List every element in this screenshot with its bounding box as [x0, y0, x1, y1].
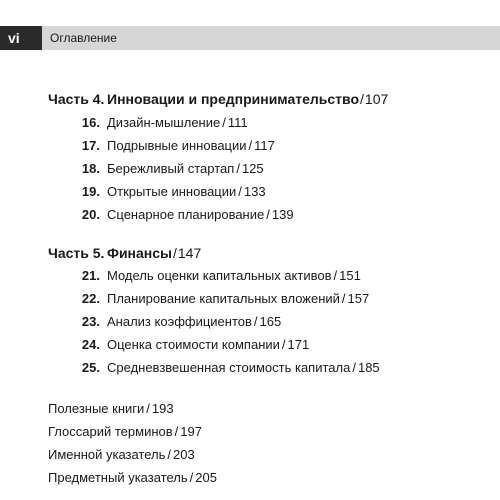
header-bar: [42, 26, 500, 50]
separator: /: [248, 138, 253, 153]
chapter-title: Дизайн-мышление: [107, 115, 221, 130]
chapter-title: Анализ коэффициентов: [107, 314, 252, 329]
chapter-page: 117: [254, 138, 275, 153]
back-matter-page: 193: [151, 401, 174, 416]
back-matter-item[interactable]: [48, 424, 202, 439]
back-matter-title: Именной указатель: [48, 447, 166, 462]
part-title: Финансы: [107, 245, 172, 261]
back-matter-item[interactable]: [48, 470, 217, 485]
chapter-page: 125: [241, 161, 264, 176]
chapter-number: 16.: [81, 115, 100, 130]
back-matter-item[interactable]: [48, 401, 174, 416]
chapter-20[interactable]: [76, 207, 294, 222]
back-matter-title: Полезные книги: [48, 401, 145, 416]
separator: /: [281, 337, 286, 352]
chapter-page: 185: [357, 360, 380, 375]
separator: /: [341, 291, 346, 306]
chapter-title: Планирование капитальных вложений: [107, 291, 340, 306]
chapter-24[interactable]: [76, 337, 309, 352]
separator: /: [167, 447, 172, 462]
separator: /: [146, 401, 150, 416]
part-label: Часть 5.: [48, 245, 105, 261]
chapter-title: Подрывные инновации: [107, 138, 247, 153]
chapter-page: 171: [287, 337, 310, 352]
chapter-title: Оценка стоимости компании: [107, 337, 280, 352]
chapter-number: 19.: [81, 184, 100, 199]
separator: /: [222, 115, 226, 130]
chapter-title: Сценарное планирование: [107, 207, 265, 222]
chapter-17[interactable]: [76, 138, 275, 153]
chapter-number: 24.: [81, 337, 100, 352]
separator: /: [253, 314, 258, 329]
running-header: [0, 26, 500, 50]
separator: /: [173, 245, 177, 261]
chapter-page: 133: [243, 184, 266, 199]
page-number: vi: [0, 26, 42, 50]
chapter-21[interactable]: [76, 268, 361, 283]
part-heading-4[interactable]: [48, 91, 388, 107]
chapter-number: 25.: [81, 360, 100, 375]
chapter-title: Открытые инновации: [107, 184, 237, 199]
back-matter-item[interactable]: [48, 447, 195, 462]
part-page: 147: [177, 245, 202, 261]
chapter-title: Средневзвешенная стоимость капитала: [107, 360, 351, 375]
separator: /: [360, 91, 364, 107]
chapter-page: 151: [339, 268, 361, 283]
chapter-23[interactable]: [76, 314, 281, 329]
back-matter-title: Предметный указатель: [48, 470, 188, 485]
chapter-title: Модель оценки капитальных активов: [107, 268, 332, 283]
back-matter-title: Глоссарий терминов: [48, 424, 173, 439]
chapter-number: 18.: [81, 161, 100, 176]
back-matter-page: 203: [173, 447, 195, 462]
chapter-number: 20.: [81, 207, 100, 222]
part-heading-5[interactable]: [48, 245, 201, 261]
chapter-page: 157: [347, 291, 370, 306]
chapter-number: 23.: [81, 314, 100, 329]
chapter-page: 165: [259, 314, 282, 329]
chapter-number: 17.: [81, 138, 100, 153]
separator: /: [266, 207, 270, 222]
part-label: Часть 4.: [48, 91, 105, 107]
chapter-19[interactable]: [76, 184, 266, 199]
chapter-25[interactable]: [76, 360, 380, 375]
separator: /: [238, 184, 242, 199]
separator: /: [236, 161, 240, 176]
separator: /: [333, 268, 338, 283]
separator: /: [189, 470, 194, 485]
part-title: Инновации и предпринимательство: [107, 91, 360, 107]
chapter-page: 111: [227, 115, 248, 130]
back-matter-page: 197: [180, 424, 202, 439]
chapter-18[interactable]: [76, 161, 264, 176]
separator: /: [352, 360, 356, 375]
chapter-22[interactable]: [76, 291, 369, 306]
part-page: 107: [364, 91, 389, 107]
chapter-16[interactable]: [76, 115, 248, 130]
chapter-number: 22.: [81, 291, 100, 306]
back-matter-page: 205: [195, 470, 217, 485]
header-title: Оглавление: [50, 31, 117, 45]
chapter-title: Бережливый стартап: [107, 161, 235, 176]
separator: /: [174, 424, 179, 439]
chapter-page: 139: [271, 207, 294, 222]
chapter-number: 21.: [81, 268, 100, 283]
